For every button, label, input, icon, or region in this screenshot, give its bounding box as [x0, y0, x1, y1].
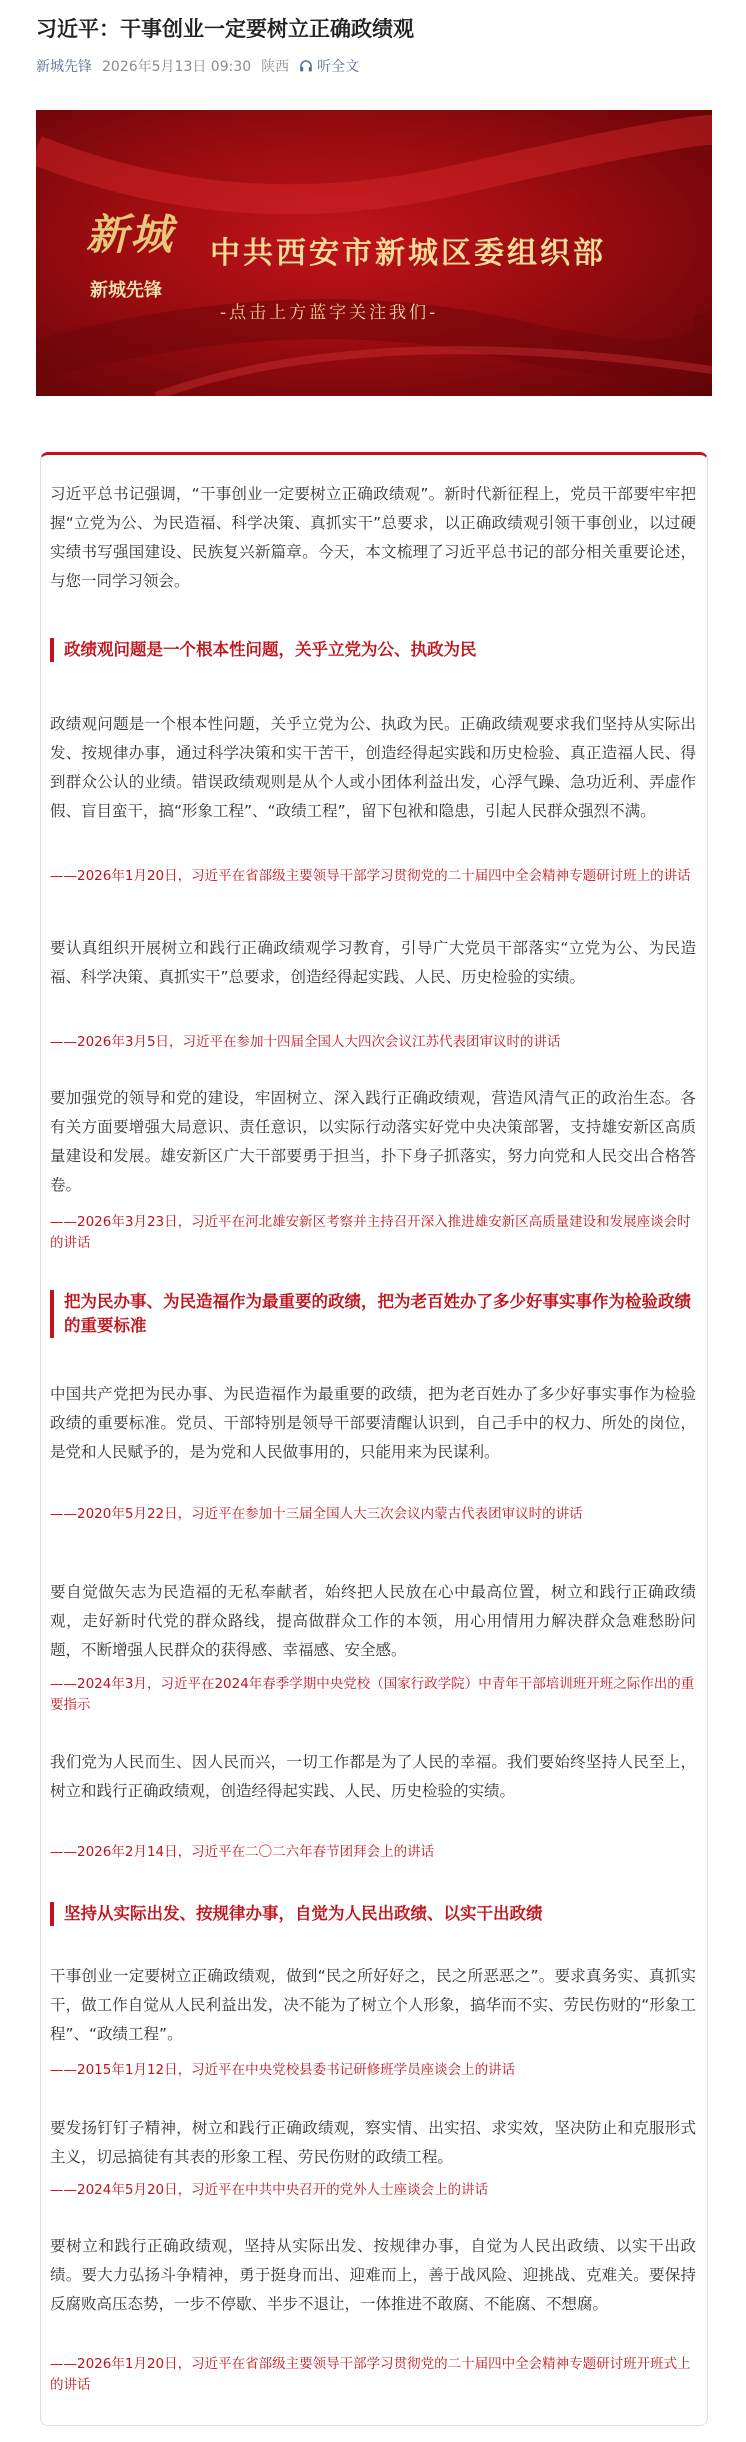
- quote-source: ——2026年3月5日，习近平在参加十四届全国人大四次会议江苏代表团审议时的讲话: [50, 1034, 561, 1050]
- publish-location: 陕西: [261, 59, 290, 75]
- logo-caption: 新城先锋: [90, 280, 162, 301]
- quote-paragraph: 要加强党的领导和党的建设，牢固树立、深入践行正确政绩观，营造风清气正的政治生态。各有关方面要增强大局意识、责任意识，以实际行动落实好党中央决策部署，支持雄安新区高质量建设和发展。雄安新区广大干部要勇于担当，扑下身子抓落实，努力向党和人民交出合格答卷。: [50, 1089, 696, 1194]
- article-meta: [36, 56, 359, 76]
- headphones-icon: [299, 59, 313, 73]
- quote-source: ——2026年2月14日，习近平在二〇二六年春节团拜会上的讲话: [50, 1844, 435, 1860]
- quote-source: ——2024年5月20日，习近平在中共中央召开的党外人士座谈会上的讲话: [50, 2182, 489, 2198]
- quote-paragraph: 要自觉做矢志为民造福的无私奉献者，始终把人民放在心中最高位置，树立和践行正确政绩观，走好新时代党的群众路线，提高做群众工作的本领，用心用情用力解决群众急难愁盼问题，不断增强人民群众的获得感、幸福感、安全感。: [50, 1583, 696, 1659]
- cover-banner: [36, 110, 712, 396]
- account-name-link[interactable]: 新城先锋: [36, 59, 92, 75]
- section-heading: 坚持从实际出发、按规律办事，自觉为人民出政绩、以实干出政绩: [50, 1902, 696, 1926]
- intro-paragraph: 习近平总书记强调，“干事创业一定要树立正确政绩观”。新时代新征程上，党员干部要牢牢把握“立党为公、为民造福、科学决策、真抓实干”总要求，以正确政绩观引领干事创业，以过硬实绩书写强国建设、民族复兴新篇章。今天，本文梳理了习近平总书记的部分相关重要论述，与您一同学习领会。: [50, 485, 696, 590]
- xincheng-logo: 新城: [86, 210, 175, 259]
- quote-source: ——2026年1月20日，习近平在省部级主要领导干部学习贯彻党的二十届四中全会精神专题研讨班开班式上的讲话: [50, 2356, 691, 2393]
- quote-source: ——2020年5月22日，习近平在参加十三届全国人大三次会议内蒙古代表团审议时的讲话: [50, 1506, 583, 1522]
- quote-paragraph: 我们党为人民而生、因人民而兴，一切工作都是为了人民的幸福。我们要始终坚持人民至上，树立和践行正确政绩观，创造经得起实践、人民、历史检验的实绩。: [50, 1753, 696, 1800]
- quote-paragraph: 要树立和践行正确政绩观，坚持从实际出发、按规律办事，自觉为人民出政绩、以实干出政绩。要大力弘扬斗争精神，勇于挺身而出、迎难而上，善于战风险、迎挑战、克难关。要保持反腐败高压态势，一步不停歇、半步不退让，一体推进不敢腐、不能腐、不想腐。: [50, 2237, 696, 2313]
- quote-source: ——2026年1月20日，习近平在省部级主要领导干部学习贯彻党的二十届四中全会精神专题研讨班上的讲话: [50, 868, 691, 884]
- quote-paragraph: 中国共产党把为民办事、为民造福作为最重要的政绩，把为老百姓办了多少好事实事作为检验政绩的重要标准。党员、干部特别是领导干部要清醒认识到，自己手中的权力、所处的岗位，是党和人民赋予的，是为党和人民做事用的，只能用来为民谋利。: [50, 1385, 696, 1461]
- article-title: 习近平：干事创业一定要树立正确政绩观: [36, 17, 414, 41]
- section-heading: 政绩观问题是一个根本性问题，关乎立党为公、执政为民: [50, 638, 696, 662]
- quote-paragraph: 要认真组织开展树立和践行正确政绩观学习教育，引导广大党员干部落实“立党为公、为民造福、科学决策、真抓实干”总要求，创造经得起实践、人民、历史检验的实绩。: [50, 939, 696, 986]
- quote-source: ——2024年3月，习近平在2024年春季学期中央党校（国家行政学院）中青年干部培训班开班之际作出的重要指示: [50, 1676, 695, 1713]
- section-heading: 把为民办事、为民造福作为最重要的政绩，把为老百姓办了多少好事实事作为检验政绩的重要标准: [50, 1290, 696, 1338]
- organization-name: 中共西安市新城区委组织部: [210, 236, 606, 271]
- quote-source: ——2015年1月12日，习近平在中央党校县委书记研修班学员座谈会上的讲话: [50, 2062, 516, 2078]
- listen-button[interactable]: [299, 56, 359, 76]
- quote-paragraph: 干事创业一定要树立正确政绩观，做到“民之所好好之，民之所恶恶之”。要求真务实、真抓实干，做工作自觉从人民利益出发，决不能为了树立个人形象，搞华而不实、劳民伤财的“形象工程”、“政绩工程”。: [50, 1967, 696, 2043]
- listen-label: 听全文: [317, 59, 360, 75]
- quote-paragraph: 政绩观问题是一个根本性问题，关乎立党为公、执政为民。正确政绩观要求我们坚持从实际出发、按规律办事，通过科学决策和实干苦干，创造经得起实践和历史检验、真正造福人民、得到群众公认的业绩。错误政绩观则是从个人或小团体利益出发，心浮气躁、急功近利、弄虚作假、盲目蛮干，搞“形象工程”、“政绩工程”，留下包袱和隐患，引起人民群众强烈不满。: [50, 715, 696, 820]
- follow-prompt: -点击上方蓝字关注我们-: [220, 303, 439, 323]
- publish-date: 2026年5月13日 09:30: [102, 59, 252, 75]
- quote-source: ——2026年3月23日，习近平在河北雄安新区考察并主持召开深入推进雄安新区高质量建设和发展座谈会时的讲话: [50, 1214, 691, 1251]
- quote-paragraph: 要发扬钉钉子精神，树立和践行正确政绩观，察实情、出实招、求实效，坚决防止和克服形式主义，切忌搞徒有其表的形象工程、劳民伤财的政绩工程。: [50, 2119, 696, 2166]
